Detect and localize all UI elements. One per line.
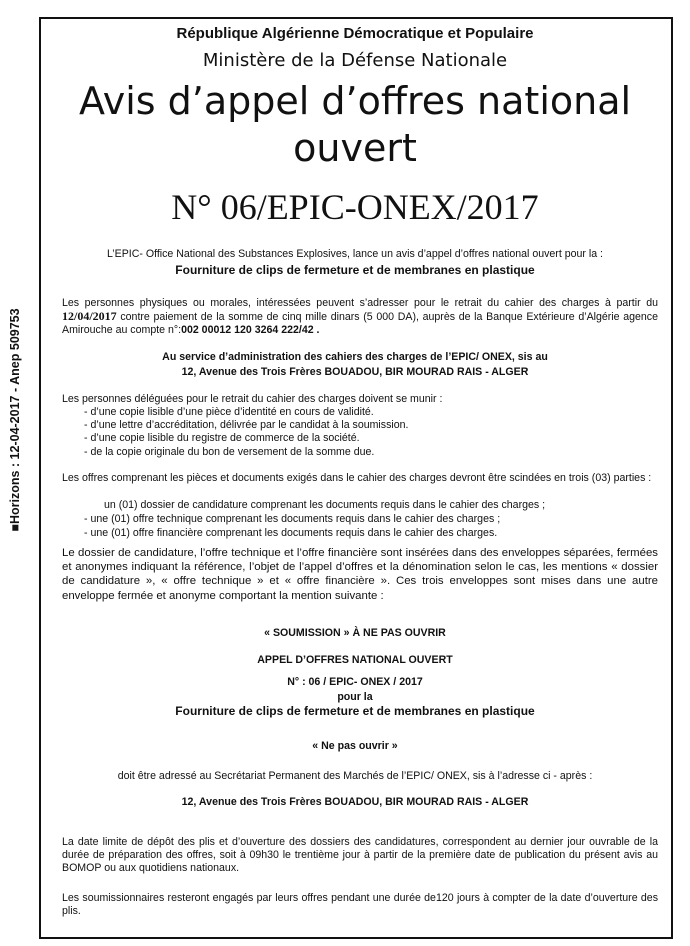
withdrawal-paragraph: Les personnes physiques ou morales, intéressées peuvent s’adresser pour le retrait du cahier des charges à partir du 12/04/2017 contre paiement de la somme de cinq mille dinars (5 000 DA), auprès de la Banque Extérieure d’Algérie agence Amirouche au compte n°:002 00012 120 3264 222/42 . [62, 297, 658, 337]
list-item: - d’une copie lisible d’une pièce d’identité en cours de validité. [84, 406, 374, 418]
subject-title: Fourniture de clips de fermeture et de membranes en plastique [175, 263, 535, 277]
offers-intro: Les offres comprenant les pièces et documents exigés dans le cahier des charges devront être scindées en trois (03) parties : [62, 472, 652, 484]
service-line-1: Au service d’administration des cahiers des charges de l’EPIC/ ONEX, sis au [162, 351, 548, 363]
deadline-paragraph: La date limite de dépôt des plis et d’ouverture des dossiers des candidatures, correspondent au dernier jour ouvrable de la durée de préparation des offres, soit à 09h30 le trentième jour à partir de la première date de publication du présent avis au BOMOP ou aux quotidiens nationaux. [62, 836, 658, 875]
envelopes-paragraph: Le dossier de candidature, l’offre technique et l’offre financière sont insérées dans des enveloppes séparées, fermées et anonymes indiquant la référence, l’objet de l’appel d’offres et la dénomination selon le cas, les mentions « dossier de candidature », « offre technique » et « offre financière ». Ces trois enveloppes sont mises dans une autre enveloppe fermée et anonyme comportant la mention suivante : [62, 547, 658, 602]
address-paragraph: doit être adressé au Secrétariat Permanent des Marchés de l’EPIC/ ONEX, sis à l’adresse ci - après : [117, 770, 593, 782]
list-item: un (01) dossier de candidature comprenant les documents requis dans le cahier des charges ; [104, 499, 546, 511]
mention-line: « SOUMISSION » À NE PAS OUVRIR [264, 627, 446, 639]
mention-number: N° : 06 / EPIC- ONEX / 2017 [287, 676, 423, 688]
mention-line: « Ne pas ouvrir » [312, 740, 398, 752]
mention-line: APPEL D’OFFRES NATIONAL OUVERT [257, 654, 453, 666]
ministry-header: Ministère de la Défense Nationale [202, 50, 508, 71]
mention-line: pour la [337, 691, 373, 703]
list-item: - une (01) offre financière comprenant les documents requis dans le cahier des charges. [84, 527, 498, 539]
delegates-list [84, 406, 654, 459]
engagement-paragraph: Les soumissionnaires resteront engagés par leurs offres pendant une durée de120 jours à compter de la date d’ouverture des plis. [62, 892, 658, 918]
delegates-intro: Les personnes déléguées pour le retrait du cahier des charges doivent se munir : [62, 393, 443, 405]
list-item: - une (01) offre technique comprenant les documents requis dans le cahier des charges ; [84, 513, 501, 525]
notice-title: Avis d’appel d’offres national ouvert [78, 79, 632, 170]
mention-subject: Fourniture de clips de fermeture et de membranes en plastique [175, 704, 535, 718]
address-line: 12, Avenue des Trois Frères BOUADOU, BIR MOURAD RAIS - ALGER [181, 796, 529, 808]
publication-reference: ■Horizons : 12-04-2017 - Anep 509753 [8, 308, 22, 532]
intro-text: L’EPIC- Office National des Substances Explosives, lance un avis d’appel d’offres national ouvert pour la : [106, 248, 604, 260]
list-item: - de la copie originale du bon de versement de la somme due. [84, 445, 375, 458]
list-item: - d’une lettre d’accréditation, délivrée par le candidat à la soumission. [84, 419, 409, 432]
service-line-2: 12, Avenue des Trois Frères BOUADOU, BIR MOURAD RAIS - ALGER [181, 366, 529, 378]
list-item: - d’une copie lisible du registre de commerce de la société. [84, 432, 360, 445]
notice-number: N° 06/EPIC-ONEX/2017 [171, 187, 539, 227]
republic-header: République Algérienne Démocratique et Populaire [176, 25, 534, 42]
